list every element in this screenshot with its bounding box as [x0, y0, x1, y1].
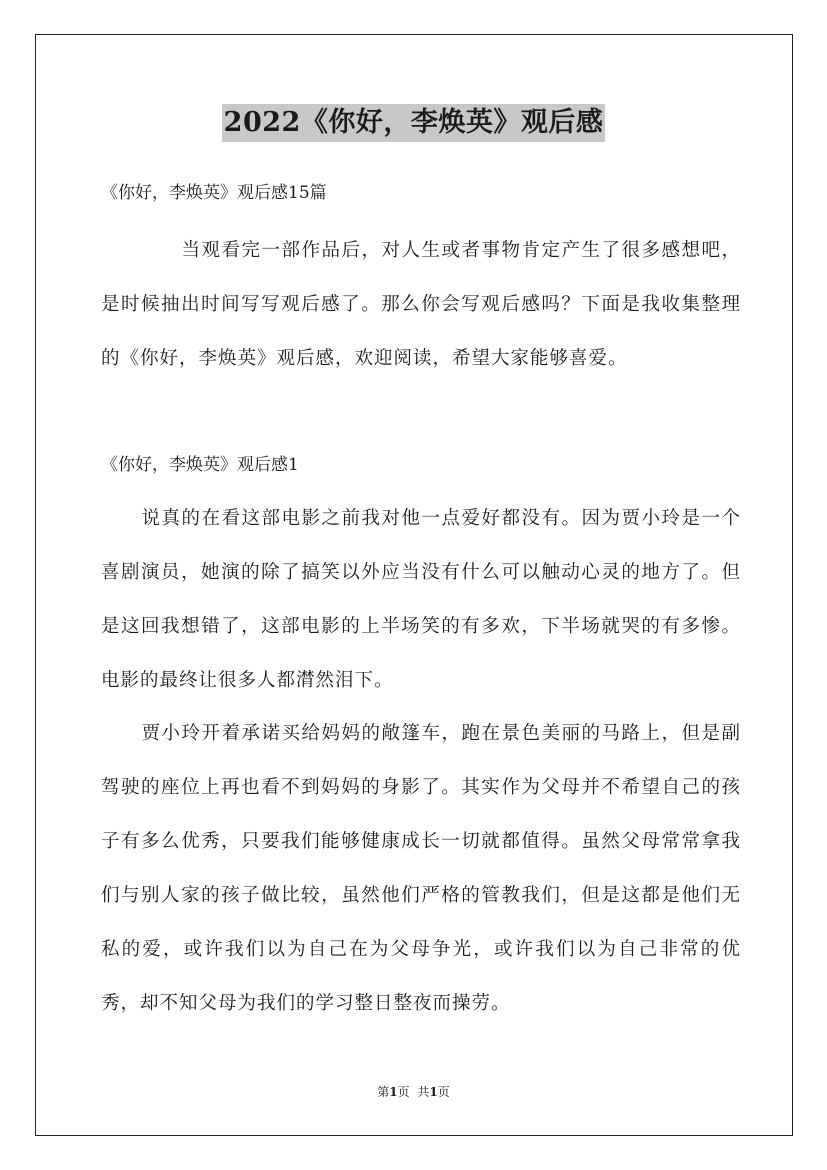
- document-title: 2022《你好，李焕英》观后感: [222, 104, 606, 142]
- document-subtitle: 《你好，李焕英》观后感15篇: [101, 183, 327, 203]
- body-paragraph-2: [101, 707, 741, 1031]
- body-paragraph-1-text: 说真的在看这部电影之前我对他一点爱好都没有。因为贾小玲是一个喜剧演员，她演的除了搞笑以外应当没有什么可以触动心灵的地方了。但是这回我想错了，这部电影的上半场笑的有多欢，下半场就哭的有多惨。电影的最终让很多人都潸然泪下。: [101, 508, 741, 691]
- body-paragraph-1: [101, 492, 741, 708]
- intro-paragraph-text: 当观看完一部作品后，对人生或者事物肯定产生了很多感想吧，是时候抽出时间写写观后感了。那么你会写观后感吗？下面是我收集整理的《你好，李焕英》观后感，欢迎阅读，希望大家能够喜爱。: [101, 240, 741, 369]
- title-container: [0, 104, 827, 142]
- section-heading: 《你好，李焕英》观后感1: [101, 455, 299, 475]
- page-footer: [0, 1084, 827, 1100]
- body-paragraph-2-text: 贾小玲开着承诺买给妈妈的敞篷车，跑在景色美丽的马路上，但是副驾驶的座位上再也看不到妈妈的身影了。其实作为父母并不希望自己的孩子有多么优秀，只要我们能够健康成长一切就都值得。虽然父母常常拿我们与别人家的孩子做比较，虽然他们严格的管教我们，但是这都是他们无私的爱，或许我们以为自己在为父母争光，或许我们以为自己非常的优秀，却不知父母为我们的学习整日整夜而操劳。: [101, 723, 741, 1014]
- page-suffix: 页: [397, 1085, 410, 1099]
- page-prefix: 第: [377, 1085, 390, 1099]
- page-number: 1: [389, 1085, 398, 1099]
- intro-paragraph: [101, 224, 741, 386]
- total-pages: 1: [429, 1085, 438, 1099]
- total-prefix: 共: [417, 1085, 430, 1099]
- total-suffix: 页: [437, 1085, 450, 1099]
